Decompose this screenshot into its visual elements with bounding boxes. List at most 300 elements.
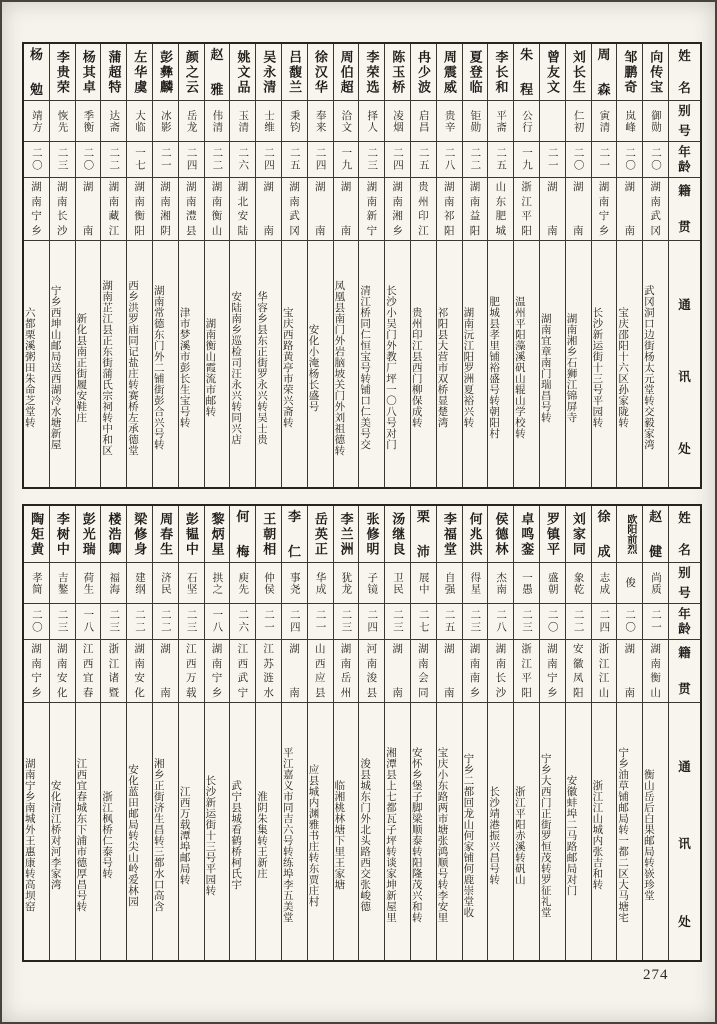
entry-alias: 仲侯 xyxy=(256,563,281,604)
entry-column xyxy=(307,506,333,960)
entry-name: 吕馥兰 xyxy=(282,44,307,101)
entry-column xyxy=(487,44,513,487)
entry-name: 梁修身 xyxy=(127,506,152,563)
entry-column xyxy=(591,44,617,487)
entry-alias: 自强 xyxy=(437,563,462,604)
entry-address: 宝庆邵阳十六区孙家陇转 xyxy=(617,307,630,428)
entry-age: 二三 xyxy=(179,604,204,640)
entry-name: 姚文品 xyxy=(230,44,255,101)
entry-address: 湖南衡山霞流市邮转 xyxy=(204,318,217,417)
entry-alias: 事尧 xyxy=(282,563,307,604)
header-column xyxy=(668,44,700,487)
entry-address: 江西万载潭埠邮局转 xyxy=(178,785,191,885)
entry-origin: 湖 南 安 化 xyxy=(50,640,75,703)
entry-age: 二四 xyxy=(359,604,384,640)
entry-name: 李福堂 xyxy=(437,506,462,563)
entry-address: 湖南宜章南门瑞昌号转 xyxy=(540,312,552,423)
entry-column xyxy=(333,506,359,960)
entry-address: 安化蓝田邮局转尖山岭爱林园 xyxy=(127,763,139,907)
entry-alias: 士维 xyxy=(256,101,281,142)
entry-origin: 贵 州 印 江 xyxy=(411,178,436,241)
entry-age: 二〇 xyxy=(643,142,668,178)
entry-name: 陶矩黄 xyxy=(24,506,49,563)
entry-age: 二六 xyxy=(230,604,255,640)
entry-origin: 湖 南 宁 乡 xyxy=(592,178,617,241)
entry-alias: 得星 xyxy=(463,563,488,604)
entry-name: 周 森 xyxy=(592,44,617,101)
entry-address: 宝庆西路黄亭市荣兴斋转 xyxy=(282,307,294,428)
entry-column xyxy=(229,506,255,960)
entry-age: 一九 xyxy=(514,142,539,178)
entry-origin: 浙 江 平 阳 xyxy=(514,178,539,241)
entry-name: 张修明 xyxy=(359,506,384,563)
entry-address: 浚县城东门外北头路西交张峻德 xyxy=(359,758,372,912)
entry-alias: 洽文 xyxy=(334,101,359,142)
entry-column xyxy=(616,506,642,960)
entry-column xyxy=(539,44,565,487)
entry-address: 江西宜春城东下浦市德厚昌号转 xyxy=(75,758,88,912)
entry-name: 蒲超特 xyxy=(101,44,126,101)
entry-origin: 湖 南 澧 县 xyxy=(179,178,204,241)
header-age: 年 龄 xyxy=(669,142,700,178)
entry-origin: 湖 南 岳 州 xyxy=(334,640,359,703)
entry-name: 杨 勉 xyxy=(24,44,49,101)
entry-alias: 靖方 xyxy=(24,101,49,142)
directory-table-bottom xyxy=(22,504,702,962)
entry-address: 临湘桃林塘下里王家塘 xyxy=(333,780,346,890)
entry-age: 二二 xyxy=(205,142,230,178)
entry-name: 向传宝 xyxy=(643,44,668,101)
entry-address: 安徽蚌埠二马路邮局对门 xyxy=(565,774,578,896)
header-alias: 别 号 xyxy=(669,563,700,604)
entry-column xyxy=(436,44,462,487)
header-address: 通 讯 处 xyxy=(678,760,691,929)
entry-name: 颜之云 xyxy=(179,44,204,101)
entry-name: 李长和 xyxy=(488,44,513,101)
entry-age: 二五 xyxy=(488,142,513,178)
entry-address: 武冈洞口边街杨太元堂转交毅家湾 xyxy=(643,285,655,450)
header-alias: 别 号 xyxy=(669,101,700,142)
header-name: 姓 名 xyxy=(669,44,700,101)
entry-alias: 贵辛 xyxy=(437,101,462,142)
entry-address: 宁乡大西门正街罗恒茂转罗征礼堂 xyxy=(540,752,552,918)
entry-address: 宁乡油草铺邮局转一都二区大马塘宅 xyxy=(617,747,630,923)
header-column xyxy=(668,506,700,960)
entry-age: 二一 xyxy=(592,142,617,178)
entry-name: 彭韫中 xyxy=(179,506,204,563)
entry-column xyxy=(358,44,384,487)
entry-column xyxy=(565,506,591,960)
entry-column xyxy=(513,44,539,487)
entry-age: 二三 xyxy=(50,142,75,178)
entry-age: 一九 xyxy=(334,142,359,178)
entry-column xyxy=(565,44,591,487)
entry-alias: 荷生 xyxy=(76,563,101,604)
entry-age: 二四 xyxy=(385,142,410,178)
entry-name: 侯德林 xyxy=(488,506,513,563)
entry-name: 吴永清 xyxy=(256,44,281,101)
entry-column xyxy=(229,44,255,487)
entry-address: 清江桥同仁恒宝号转铺口仁美号交 xyxy=(359,285,372,450)
entry-age: 一八 xyxy=(205,604,230,640)
entry-origin: 湖 南 安 化 xyxy=(127,640,152,703)
entry-name: 邹鹏奇 xyxy=(617,44,642,101)
entry-origin: 湖 南 xyxy=(540,178,565,241)
entry-origin: 河 南 浚 县 xyxy=(359,640,384,703)
entry-origin: 湖 南 长 沙 xyxy=(50,178,75,241)
entry-age: 二〇 xyxy=(76,142,101,178)
entry-alias: 盛朝 xyxy=(540,563,565,604)
entry-column xyxy=(255,506,281,960)
entry-name: 李荣选 xyxy=(359,44,384,101)
entry-age: 二二 xyxy=(127,604,152,640)
entry-name: 夏登临 xyxy=(463,44,488,101)
entry-address: 长沙新运街十三号平园转 xyxy=(591,307,604,428)
entry-address: 安陆南乡巡检司汪永兴转同兴店 xyxy=(230,290,243,445)
entry-name: 李兰洲 xyxy=(334,506,359,563)
entry-address: 淮阴朱集转王新庄 xyxy=(256,791,268,879)
entry-alias: 冰影 xyxy=(153,101,178,142)
entry-origin: 山 西 应 县 xyxy=(308,640,333,703)
entry-address: 湘潭县上七都瓦子坪转谈家坤新屋里 xyxy=(385,747,397,923)
entry-origin: 湖 南 xyxy=(617,178,642,241)
entry-origin: 湖 南 宁 乡 xyxy=(540,640,565,703)
entry-origin: 江 西 宜 春 xyxy=(76,640,101,703)
entry-alias: 岚峰 xyxy=(617,101,642,142)
entry-address: 湖南宁乡南城外王惠康转高坝窑 xyxy=(24,758,36,912)
entry-alias: 尚质 xyxy=(643,563,668,604)
entry-origin: 湖 南 xyxy=(308,178,333,241)
entry-age: 二四 xyxy=(179,142,204,178)
entry-name: 陈玉桥 xyxy=(385,44,410,101)
entry-column xyxy=(410,506,436,960)
entry-name: 周伯超 xyxy=(334,44,359,101)
entry-alias: 吉鏊 xyxy=(50,563,75,604)
entry-alias: 岳龙 xyxy=(179,101,204,142)
entry-age: 二一 xyxy=(540,142,565,178)
entry-name: 何 梅 xyxy=(230,506,255,563)
entry-address: 华容乡县东正街罗永兴转吴士贵 xyxy=(256,290,268,445)
entry-age: 二一 xyxy=(256,604,281,640)
entry-alias: 凌烟 xyxy=(385,101,410,142)
entry-name: 冉少波 xyxy=(411,44,436,101)
entry-address: 津市梦溪市彭长生宝号转 xyxy=(178,307,191,428)
entry-alias: 卫民 xyxy=(385,563,410,604)
entry-origin: 湖 南 xyxy=(256,178,281,241)
entry-age: 一八 xyxy=(76,604,101,640)
header-origin: 籍 贯 xyxy=(669,178,700,241)
entry-column xyxy=(126,44,152,487)
entry-alias xyxy=(540,101,565,142)
entry-address: 湖南湘乡石狮江锦屏寺 xyxy=(565,312,578,423)
entry-column xyxy=(178,44,204,487)
entry-origin: 湖 南 武 冈 xyxy=(643,178,668,241)
entry-column xyxy=(281,506,307,960)
entry-column xyxy=(487,506,513,960)
entry-address: 安化小淹杨长盛号 xyxy=(307,323,320,412)
entry-alias: 季衡 xyxy=(76,101,101,142)
entry-origin: 湖 南 xyxy=(385,640,410,703)
entry-alias: 恢先 xyxy=(50,101,75,142)
entry-alias: 石坚 xyxy=(179,563,204,604)
entry-column xyxy=(100,506,126,960)
entry-age: 二四 xyxy=(282,604,307,640)
entry-age: 二〇 xyxy=(617,142,642,178)
entry-alias: 庾先 xyxy=(230,563,255,604)
entry-age: 二〇 xyxy=(24,604,49,640)
entry-age: 二八 xyxy=(437,142,462,178)
header-age: 年 龄 xyxy=(669,604,700,640)
entry-column xyxy=(307,44,333,487)
entry-origin: 湖 南 长 沙 xyxy=(488,640,513,703)
entry-age: 二五 xyxy=(437,604,462,640)
entry-alias: 拱之 xyxy=(205,563,230,604)
entry-name: 何兆洪 xyxy=(463,506,488,563)
entry-origin: 湖 南 xyxy=(153,640,178,703)
entry-name: 徐汉华 xyxy=(308,44,333,101)
entry-name: 彭光瑞 xyxy=(76,506,101,563)
entry-alias: 玉清 xyxy=(230,101,255,142)
entry-column xyxy=(513,506,539,960)
entry-origin: 湖 南 衡 阳 xyxy=(127,178,152,241)
entry-column xyxy=(462,44,488,487)
entry-name: 杨其卓 xyxy=(76,44,101,101)
entry-name: 楼浩卿 xyxy=(101,506,126,563)
entry-age: 二〇 xyxy=(24,142,49,178)
entry-column xyxy=(152,44,178,487)
entry-origin: 湖 南 宁 乡 xyxy=(24,640,49,703)
entry-origin: 湖 南 宁 乡 xyxy=(24,178,49,241)
entry-age: 二一 xyxy=(153,142,178,178)
entry-alias: 杰南 xyxy=(488,563,513,604)
entry-age: 二三 xyxy=(463,604,488,640)
entry-alias: 钜勋 xyxy=(463,101,488,142)
entry-age: 二〇 xyxy=(540,604,565,640)
entry-name: 岳英正 xyxy=(308,506,333,563)
entry-column xyxy=(410,44,436,487)
entry-column xyxy=(126,506,152,960)
entry-column xyxy=(539,506,565,960)
entry-address: 长沙靖港振兴昌号转 xyxy=(488,785,501,885)
entry-column xyxy=(204,506,230,960)
entry-name: 李贵荣 xyxy=(50,44,75,101)
entry-name: 周春生 xyxy=(153,506,178,563)
entry-age: 二〇 xyxy=(566,142,591,178)
entry-alias: 福海 xyxy=(101,563,126,604)
entry-origin: 湖 南 湘 阴 xyxy=(153,178,178,241)
entry-address: 衡山岳后白果邮局转嵚珍堂 xyxy=(643,769,655,901)
entry-age: 二二 xyxy=(101,142,126,178)
entry-alias: 择人 xyxy=(359,101,384,142)
entry-alias: 大临 xyxy=(127,101,152,142)
entry-name: 徐 成 xyxy=(592,506,617,563)
entry-name: 黎炳星 xyxy=(205,506,230,563)
entry-origin: 山 东 肥 城 xyxy=(488,178,513,241)
entry-column xyxy=(384,44,410,487)
entry-origin: 湖 南 xyxy=(282,640,307,703)
entry-column xyxy=(642,44,668,487)
entry-address: 武宁县城看鹤桥柯氏宇 xyxy=(230,780,243,890)
entry-name: 罗镇平 xyxy=(540,506,565,563)
entry-alias: 仁初 xyxy=(566,101,591,142)
entry-address: 浙江江山城内张吉和转 xyxy=(591,780,604,890)
entry-alias: 俊 xyxy=(617,563,642,604)
entry-column xyxy=(75,506,101,960)
entry-alias: 华成 xyxy=(308,563,333,604)
entry-alias: 建纲 xyxy=(127,563,152,604)
entry-origin: 湖 南 衡 山 xyxy=(205,178,230,241)
entry-name: 栗 沛 xyxy=(411,506,436,563)
entry-address: 安化清江桥对河李家湾 xyxy=(49,780,62,890)
entry-address: 宁乡二都回龙山何家铺何鹿崇堂收 xyxy=(462,752,475,918)
entry-name: 王朝相 xyxy=(256,506,281,563)
entry-name: 赵 健 xyxy=(643,506,668,563)
entry-name: 曾友文 xyxy=(540,44,565,101)
entry-address: 浙江枫桥仁泰号转 xyxy=(101,791,114,879)
entry-alias: 一愚 xyxy=(514,563,539,604)
entry-name: 李树中 xyxy=(50,506,75,563)
entry-name: 刘家同 xyxy=(566,506,591,563)
entry-name: 周震威 xyxy=(437,44,462,101)
entry-address: 凤凰县南门外岩脑坡关门外刘祖德转 xyxy=(333,279,346,456)
entry-name: 彭彝麟 xyxy=(153,44,178,101)
entry-alias: 启昌 xyxy=(411,101,436,142)
entry-address: 长沙新运街十三号平园转 xyxy=(204,774,217,896)
entry-column xyxy=(49,506,75,960)
entry-column xyxy=(358,506,384,960)
header-origin: 籍 贯 xyxy=(669,640,700,703)
entry-address: 湖南芷江县正东街蒲氏宗祠转中和区 xyxy=(101,279,114,456)
entry-age: 二三 xyxy=(50,604,75,640)
entry-alias: 展中 xyxy=(411,563,436,604)
entry-alias: 伟清 xyxy=(205,101,230,142)
entry-alias: 犹龙 xyxy=(334,563,359,604)
entry-address: 贵州印江县西门柳保成转 xyxy=(411,307,423,428)
header-address: 通 讯 处 xyxy=(678,298,691,456)
entry-column xyxy=(75,44,101,487)
entry-column xyxy=(178,506,204,960)
entry-origin: 湖 南 xyxy=(334,178,359,241)
entry-address: 六都栗溪粥田朱命芝堂转 xyxy=(24,307,36,428)
entry-name: 刘长生 xyxy=(566,44,591,101)
entry-address: 湖南常德东门外二铺街彭合兴号转 xyxy=(153,285,165,450)
entry-age: 二一 xyxy=(643,604,668,640)
entry-name: 欧阳前烈 xyxy=(617,506,642,563)
entry-column xyxy=(333,44,359,487)
entry-age: 二一 xyxy=(308,604,333,640)
entry-origin: 浙 江 诸 暨 xyxy=(101,640,126,703)
entry-origin: 湖 南 xyxy=(437,640,462,703)
entry-alias: 孝简 xyxy=(24,563,49,604)
entry-age: 二二 xyxy=(153,604,178,640)
entry-address: 温州平阳藻溪矾山辊山学校转 xyxy=(514,296,526,439)
entry-name: 朱 程 xyxy=(514,44,539,101)
entry-age: 二三 xyxy=(101,604,126,640)
entry-column xyxy=(24,44,49,487)
entry-age: 二三 xyxy=(385,604,410,640)
entry-alias: 奉来 xyxy=(308,101,333,142)
entry-origin: 江 西 武 宁 xyxy=(230,640,255,703)
entry-alias: 济民 xyxy=(153,563,178,604)
entry-age: 二八 xyxy=(488,604,513,640)
entry-address: 祁阳县大营市双桥显楚湾 xyxy=(436,307,449,428)
entry-origin: 湖 南 南 乡 xyxy=(463,640,488,703)
entry-age: 二三 xyxy=(334,604,359,640)
entry-name: 李 仁 xyxy=(282,506,307,563)
entry-origin: 湖 南 藏 江 xyxy=(101,178,126,241)
entry-origin: 浙 江 平 阳 xyxy=(514,640,539,703)
entry-address: 湘乡正街济生昌转三都水口高含 xyxy=(153,758,165,912)
entry-alias: 志成 xyxy=(592,563,617,604)
entry-alias: 平斋 xyxy=(488,101,513,142)
entry-alias: 寅清 xyxy=(592,101,617,142)
entry-age: 二五 xyxy=(411,142,436,178)
entry-address: 新化县南正街履安鞋庄 xyxy=(75,312,88,423)
page-number: 274 xyxy=(643,967,669,983)
entry-origin: 湖 南 xyxy=(566,178,591,241)
entry-address: 长沙小吴门外教厂坪一〇八号对门 xyxy=(385,285,397,450)
header-name: 姓 名 xyxy=(669,506,700,563)
entry-age: 二七 xyxy=(411,604,436,640)
entry-age: 二〇 xyxy=(617,604,642,640)
entry-address: 西乡洪罗庙同记盐庄转赛桥左承德堂 xyxy=(127,279,139,456)
entry-address: 宁乡西坤山邮局送西湖冷水塘新屋 xyxy=(49,285,62,450)
entry-alias: 御勋 xyxy=(643,101,668,142)
entry-column xyxy=(591,506,617,960)
entry-address: 湖南沅江阳罗洲夏裕兴转 xyxy=(462,307,475,428)
entry-column xyxy=(100,44,126,487)
entry-alias: 子镜 xyxy=(359,563,384,604)
entry-age: 二五 xyxy=(282,142,307,178)
entry-age: 二六 xyxy=(230,142,255,178)
entry-name: 赵 雅 xyxy=(205,44,230,101)
entry-age: 二三 xyxy=(514,604,539,640)
entry-age: 二二 xyxy=(566,604,591,640)
entry-column xyxy=(49,44,75,487)
entry-age: 二四 xyxy=(256,142,281,178)
entry-name: 汤继良 xyxy=(385,506,410,563)
entry-origin: 湖 南 祁 阳 xyxy=(437,178,462,241)
entry-address: 应县城内渊雅书庄转东贾庄村 xyxy=(307,763,320,907)
entry-column xyxy=(642,506,668,960)
entry-alias: 达斋 xyxy=(101,101,126,142)
entry-origin: 湖 南 新 宁 xyxy=(359,178,384,241)
entry-origin: 湖 南 衡 山 xyxy=(643,640,668,703)
entry-origin: 湖 南 宁 乡 xyxy=(205,640,230,703)
directory-table-top xyxy=(22,42,702,489)
entry-origin: 湖 南 xyxy=(76,178,101,241)
entry-age: 二四 xyxy=(592,604,617,640)
entry-column xyxy=(255,44,281,487)
entry-age: 二四 xyxy=(308,142,333,178)
entry-origin: 江 苏 涟 水 xyxy=(256,640,281,703)
entry-age: 二三 xyxy=(359,142,384,178)
entry-origin: 安 徽 凤 阳 xyxy=(566,640,591,703)
entry-column xyxy=(24,506,49,960)
entry-column xyxy=(204,44,230,487)
entry-origin: 湖 南 益 阳 xyxy=(463,178,488,241)
entry-address: 平江嘉义市同吉六号转练埠李五美堂 xyxy=(282,747,294,923)
entry-column xyxy=(384,506,410,960)
entry-address: 肥城县孝里铺裕盛号转朝阳村 xyxy=(488,296,501,439)
entry-origin: 湖 南 会 同 xyxy=(411,640,436,703)
entry-column xyxy=(152,506,178,960)
entry-origin: 浙 江 江 山 xyxy=(592,640,617,703)
entry-origin: 湖 南 xyxy=(617,640,642,703)
entry-origin: 江 西 万 载 xyxy=(179,640,204,703)
entry-age: 一七 xyxy=(127,142,152,178)
entry-column xyxy=(616,44,642,487)
